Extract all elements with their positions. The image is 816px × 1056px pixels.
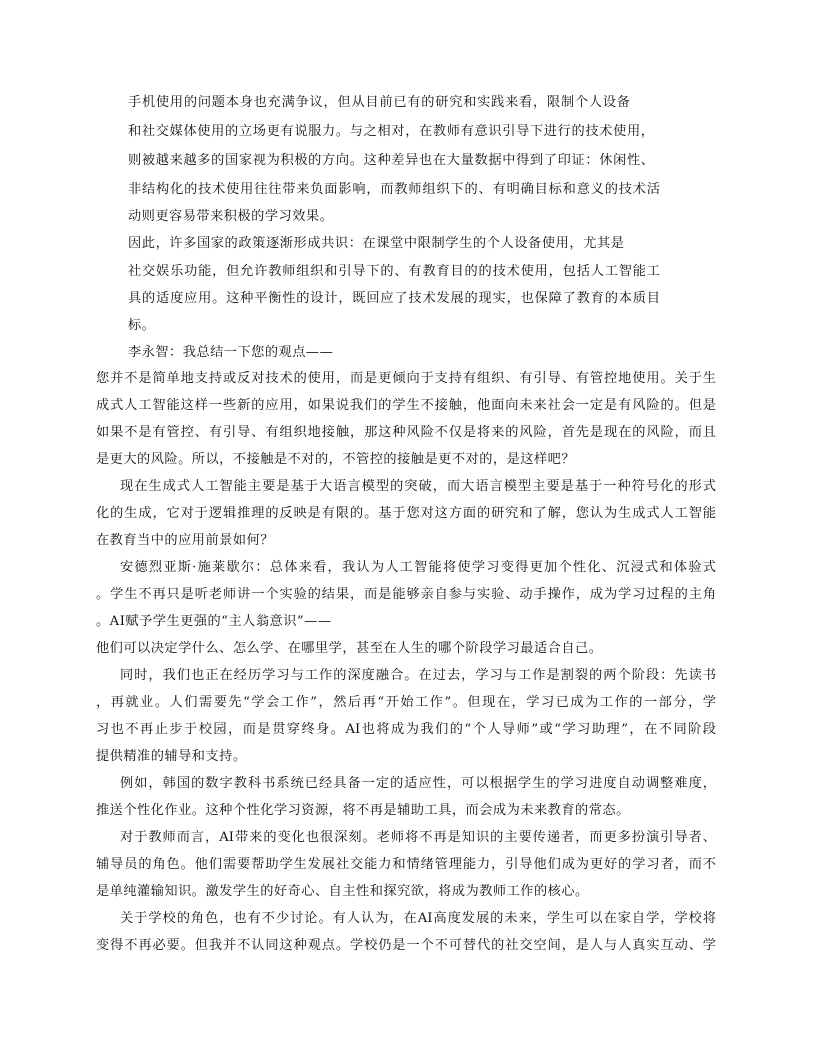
text-line: 动则更容易带来积极的学习效果。 <box>128 209 334 224</box>
text-line: 例如，韩国的数字教科书系统已经具备一定的适应性，可以根据学生的学习进度自动调整难度， <box>120 776 716 791</box>
text-line: 是更大的风险。所以，不接触是不对的，不管控的接触是更不对的，是这样吧？ <box>96 452 576 467</box>
text-line: 具的适度应用。这种平衡性的设计，既回应了技术发展的现实，也保障了教育的本质目 <box>128 291 660 306</box>
text-line: 安德烈亚斯·施莱歇尔：总体来看，我认为人工智能将使学习变得更加个性化、沉浸式和体验式 <box>120 560 716 575</box>
text-line: 标。 <box>128 318 156 333</box>
text-line: 对于教师而言，AI带来的变化也很深刻。老师将不再是知识的主要传递者，而更多扮演引导者、 <box>120 830 716 845</box>
text-line: 因此，许多国家的政策逐渐形成共识：在课堂中限制学生的个人设备使用，尤其是 <box>128 236 624 251</box>
text-line: 。学生不再只是听老师讲一个实验的结果，而是能够亲自参与实验、动手操作，成为学习过程的主角 <box>96 587 716 602</box>
text-line: 则被越来越多的国家视为积极的方向。这种差异也在大量数据中得到了印证：休闲性、 <box>128 153 654 168</box>
text-line: 成式人工智能这样一些新的应用，如果说我们的学生不接触，他面向未来社会一定是有风险的。但是 <box>96 398 716 413</box>
text-line: 李永智：我总结一下您的观点—— <box>128 345 334 360</box>
text-line: 非结构化的技术使用往往带来负面影响，而教师组织下的、有明确目标和意义的技术活 <box>128 182 660 197</box>
text-line: 如果不是有管控、有引导、有组织地接触，那这种风险不仅是将来的风险，首先是现在的风险，而且 <box>96 425 716 440</box>
text-line: 在教育当中的应用前景如何？ <box>96 533 274 548</box>
text-line: 推送个性化作业。这种个性化学习资源，将不再是辅助工具，而会成为未来教育的常态。 <box>96 803 630 818</box>
text-line: 手机使用的问题本身也充满争议，但从目前已有的研究和实践来看，限制个人设备 <box>128 95 630 110</box>
text-line: 变得不再必要。但我并不认同这种观点。学校仍是一个不可替代的社交空间，是人与人真实互动、学 <box>96 938 716 953</box>
text-line: 是单纯灌输知识。激发学生的好奇心、自主性和探究欲，将成为教师工作的核心。 <box>96 884 589 899</box>
text-line: 提供精准的辅导和支持。 <box>96 749 247 764</box>
text-line: ，再就业。人们需要先“学会工作”，然后再“开始工作”。但现在，学习已成为工作的一部分，学 <box>96 695 716 710</box>
text-line: 化的生成，它对于逻辑推理的反映是有限的。基于您对这方面的研究和了解，您认为生成式人工智能 <box>96 506 716 521</box>
text-line: 和社交媒体使用的立场更有说服力。与之相对，在教师有意识引导下进行的技术使用， <box>128 124 654 139</box>
text-line: 现在生成式人工智能主要是基于大语言模型的突破，而大语言模型主要是基于一种符号化的形式 <box>120 479 716 494</box>
text-line: 您并不是简单地支持或反对技术的使用，而是更倾向于支持有组织、有引导、有管控地使用。关于生 <box>96 371 716 386</box>
text-line: 关于学校的角色，也有不少讨论。有人认为，在AI高度发展的未来，学生可以在家自学，学校将 <box>120 911 716 926</box>
text-line: 社交娱乐功能，但允许教师组织和引导下的、有教育目的的技术使用，包括人工智能工 <box>128 264 660 279</box>
text-line: 他们可以决定学什么、怎么学、在哪里学，甚至在人生的哪个阶段学习最适合自己。 <box>96 641 603 656</box>
text-line: 。AI赋予学生更强的“主人翁意识”—— <box>96 614 332 629</box>
text-line: 辅导员的角色。他们需要帮助学生发展社交能力和情绪管理能力，引导他们成为更好的学习者，而不 <box>96 857 716 872</box>
text-line: 习也不再止步于校园，而是贯穿终身。AI也将成为我们的“个人导师”或“学习助理”，在不同阶段 <box>96 722 716 737</box>
text-line: 同时，我们也正在经历学习与工作的深度融合。在过去，学习与工作是割裂的两个阶段：先读书 <box>120 668 716 683</box>
